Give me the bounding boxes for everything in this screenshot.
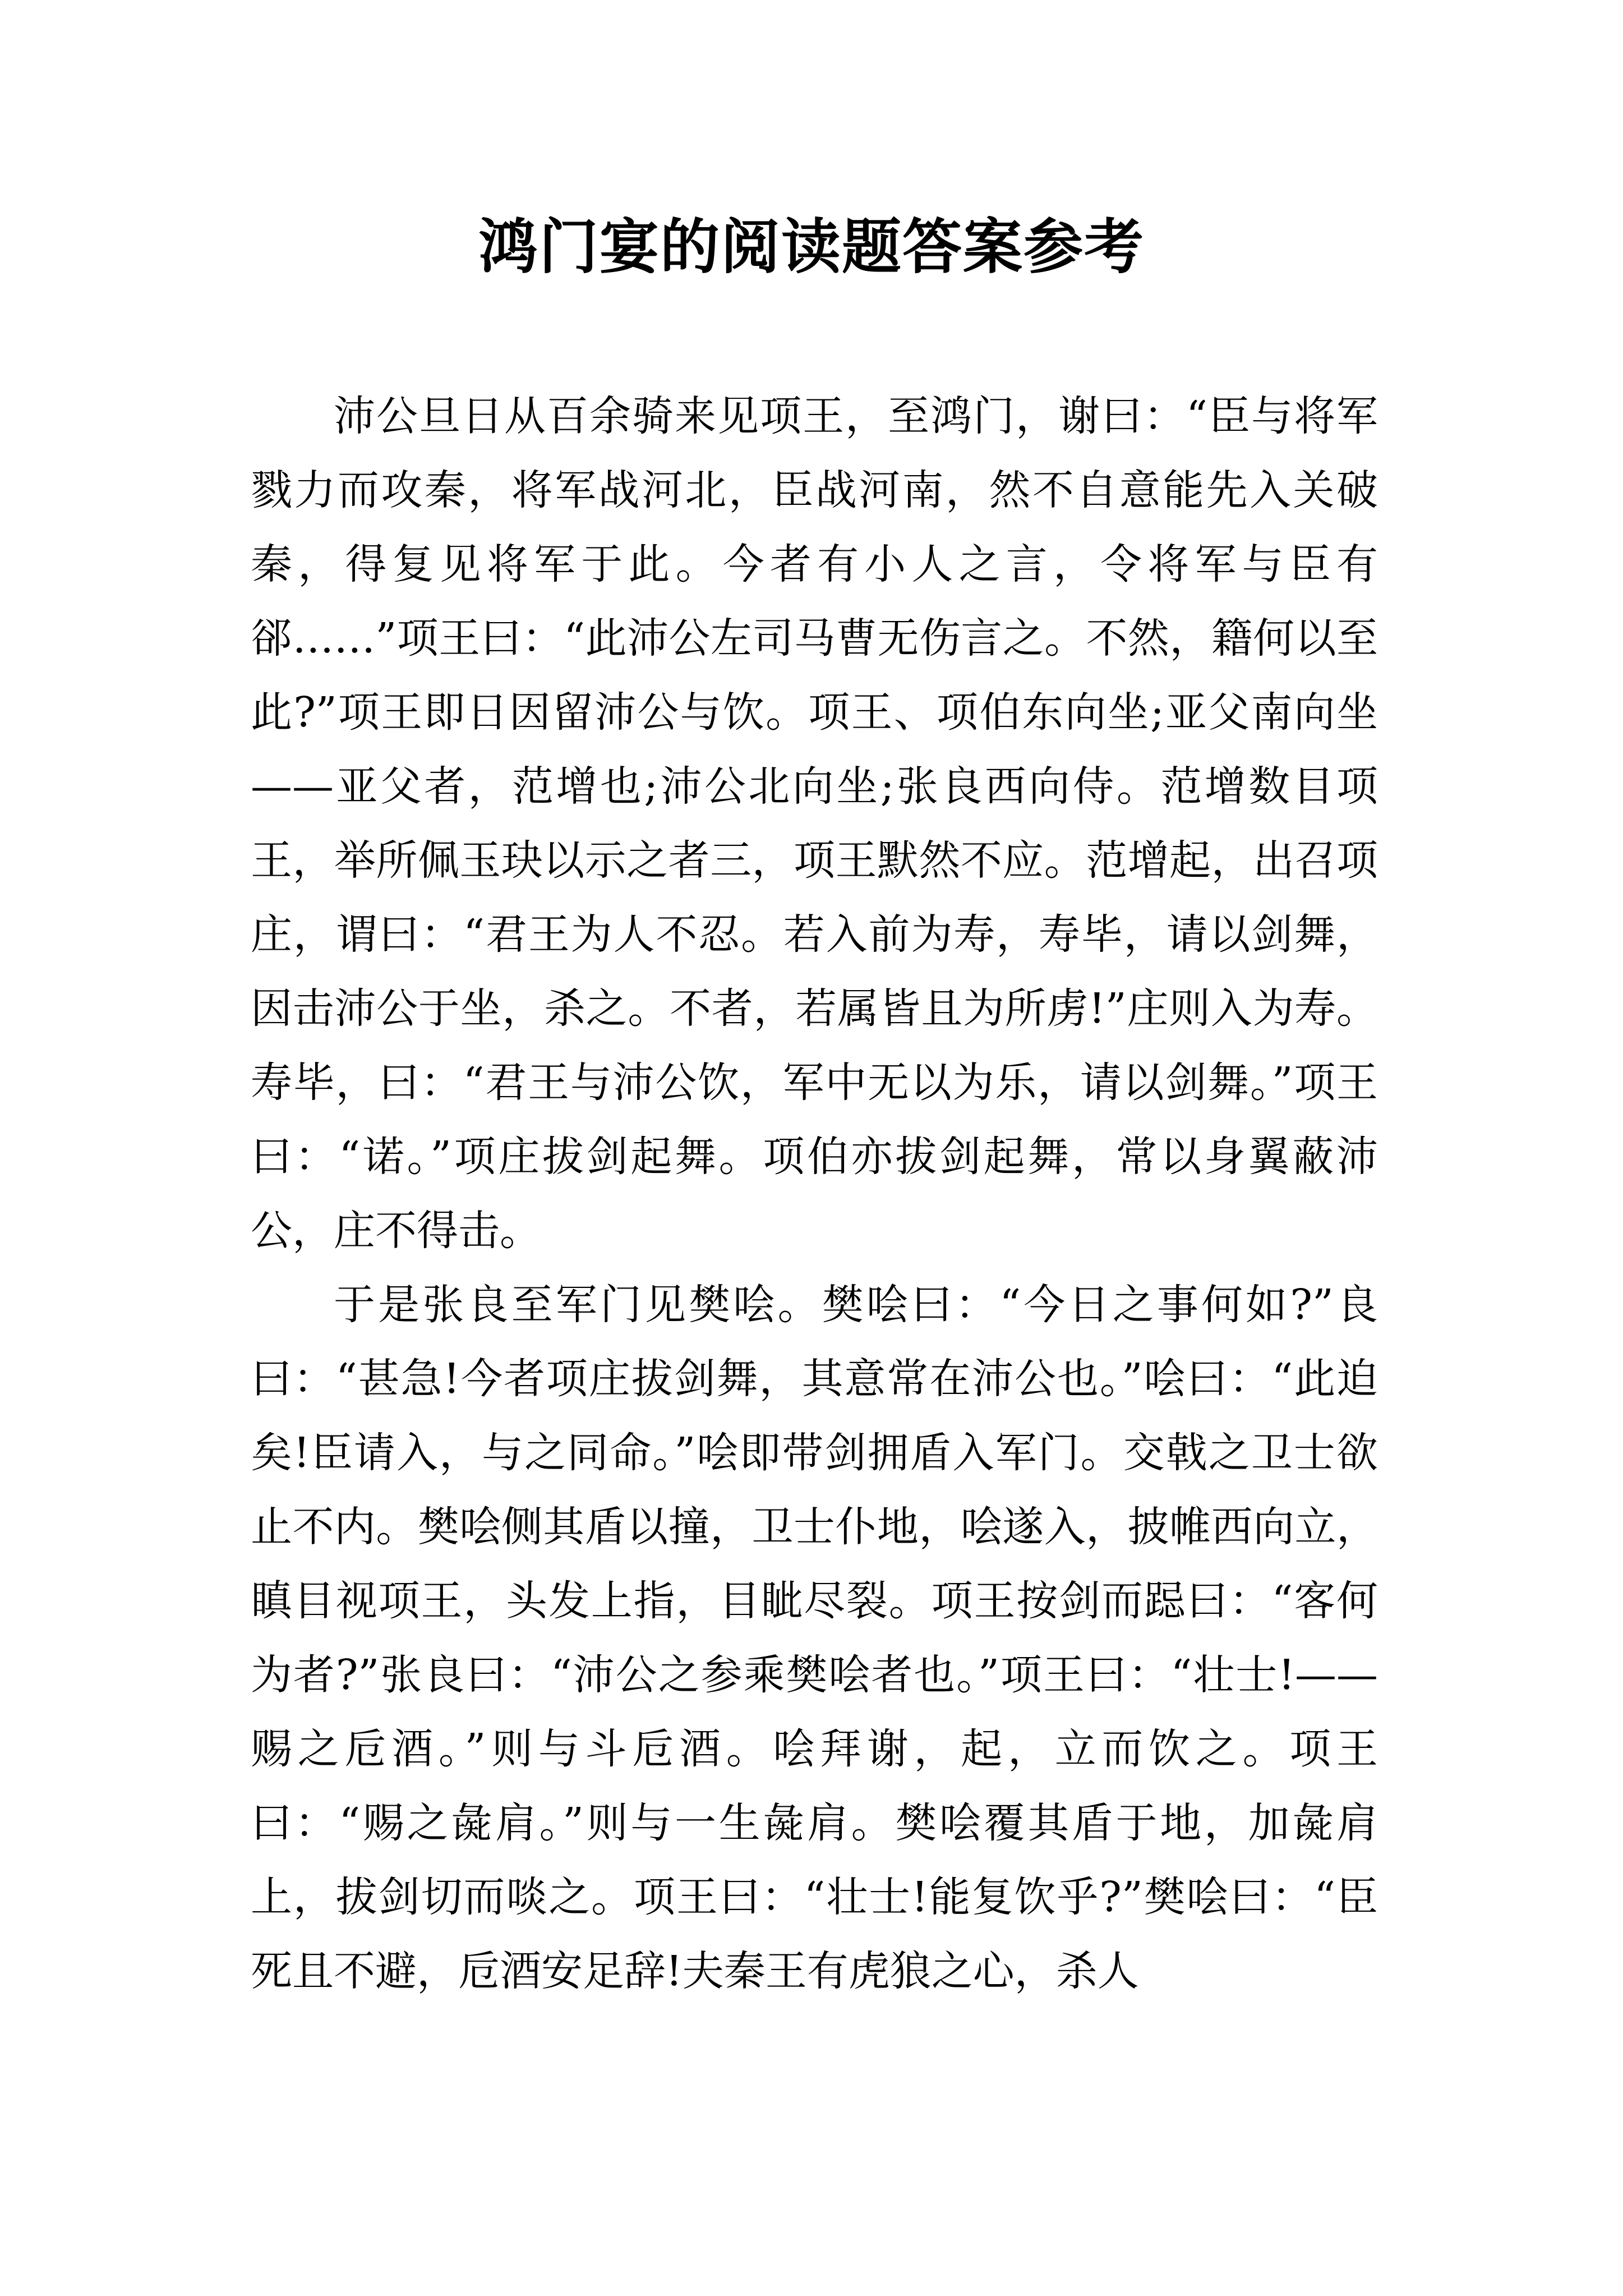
document-body: [251, 379, 1378, 2008]
paragraph-hongmen-banquet: 沛公旦日从百余骑来见项王，至鸿门，谢曰：“臣与将军戮力而攻秦，将军战河北，臣战河南，然不自意能先入关破秦，得复见将军于此。今者有小人之言，令将军与臣有郤……”项王曰：“此沛公左司马曹无伤言之。不然，籍何以至此?”项王即日因留沛公与饮。项王、项伯东向坐;亚父南向坐——亚父者，范增也;沛公北向坐;张良西向侍。范增数目项王，举所佩玉玦以示之者三，项王默然不应。范增起，出召项庄，谓曰：“君王为人不忍。若入前为寿，寿毕，请以剑舞，因击沛公于坐，杀之。不者，若属皆且为所虏!”庄则入为寿。寿毕，曰：“君王与沛公饮，军中无以为乐，请以剑舞。”项王曰：“诺。”项庄拔剑起舞。项伯亦拔剑起舞，常以身翼蔽沛公，庄不得击。: [251, 392, 1378, 1255]
document-title: 鸿门宴的阅读题答案参考: [478, 211, 1145, 282]
paragraph-fan-kuai: 于是张良至军门见樊哙。樊哙曰：“今日之事何如?”良曰：“甚急!今者项庄拔剑舞，其意常在沛公也。”哙曰：“此迫矣!臣请入，与之同命。”哙即带剑拥盾入军门。交戟之卫士欲止不内。樊哙侧其盾以撞，卫士仆地，哙遂入，披帷西向立，瞋目视项王，头发上指，目眦尽裂。项王按剑而跽曰：“客何为者?”张良曰：“沛公之参乘樊哙者也。”项王曰：“壮士!——赐之卮酒。”则与斗卮酒。哙拜谢，起，立而饮之。项王曰：“赐之彘肩。”则与一生彘肩。樊哙覆其盾于地，加彘肩上，拔剑切而啖之。项王曰：“壮士!能复饮乎?”樊哙曰：“臣死且不避，卮酒安足辞!夫秦王有虎狼之心，杀人: [251, 1281, 1378, 1995]
